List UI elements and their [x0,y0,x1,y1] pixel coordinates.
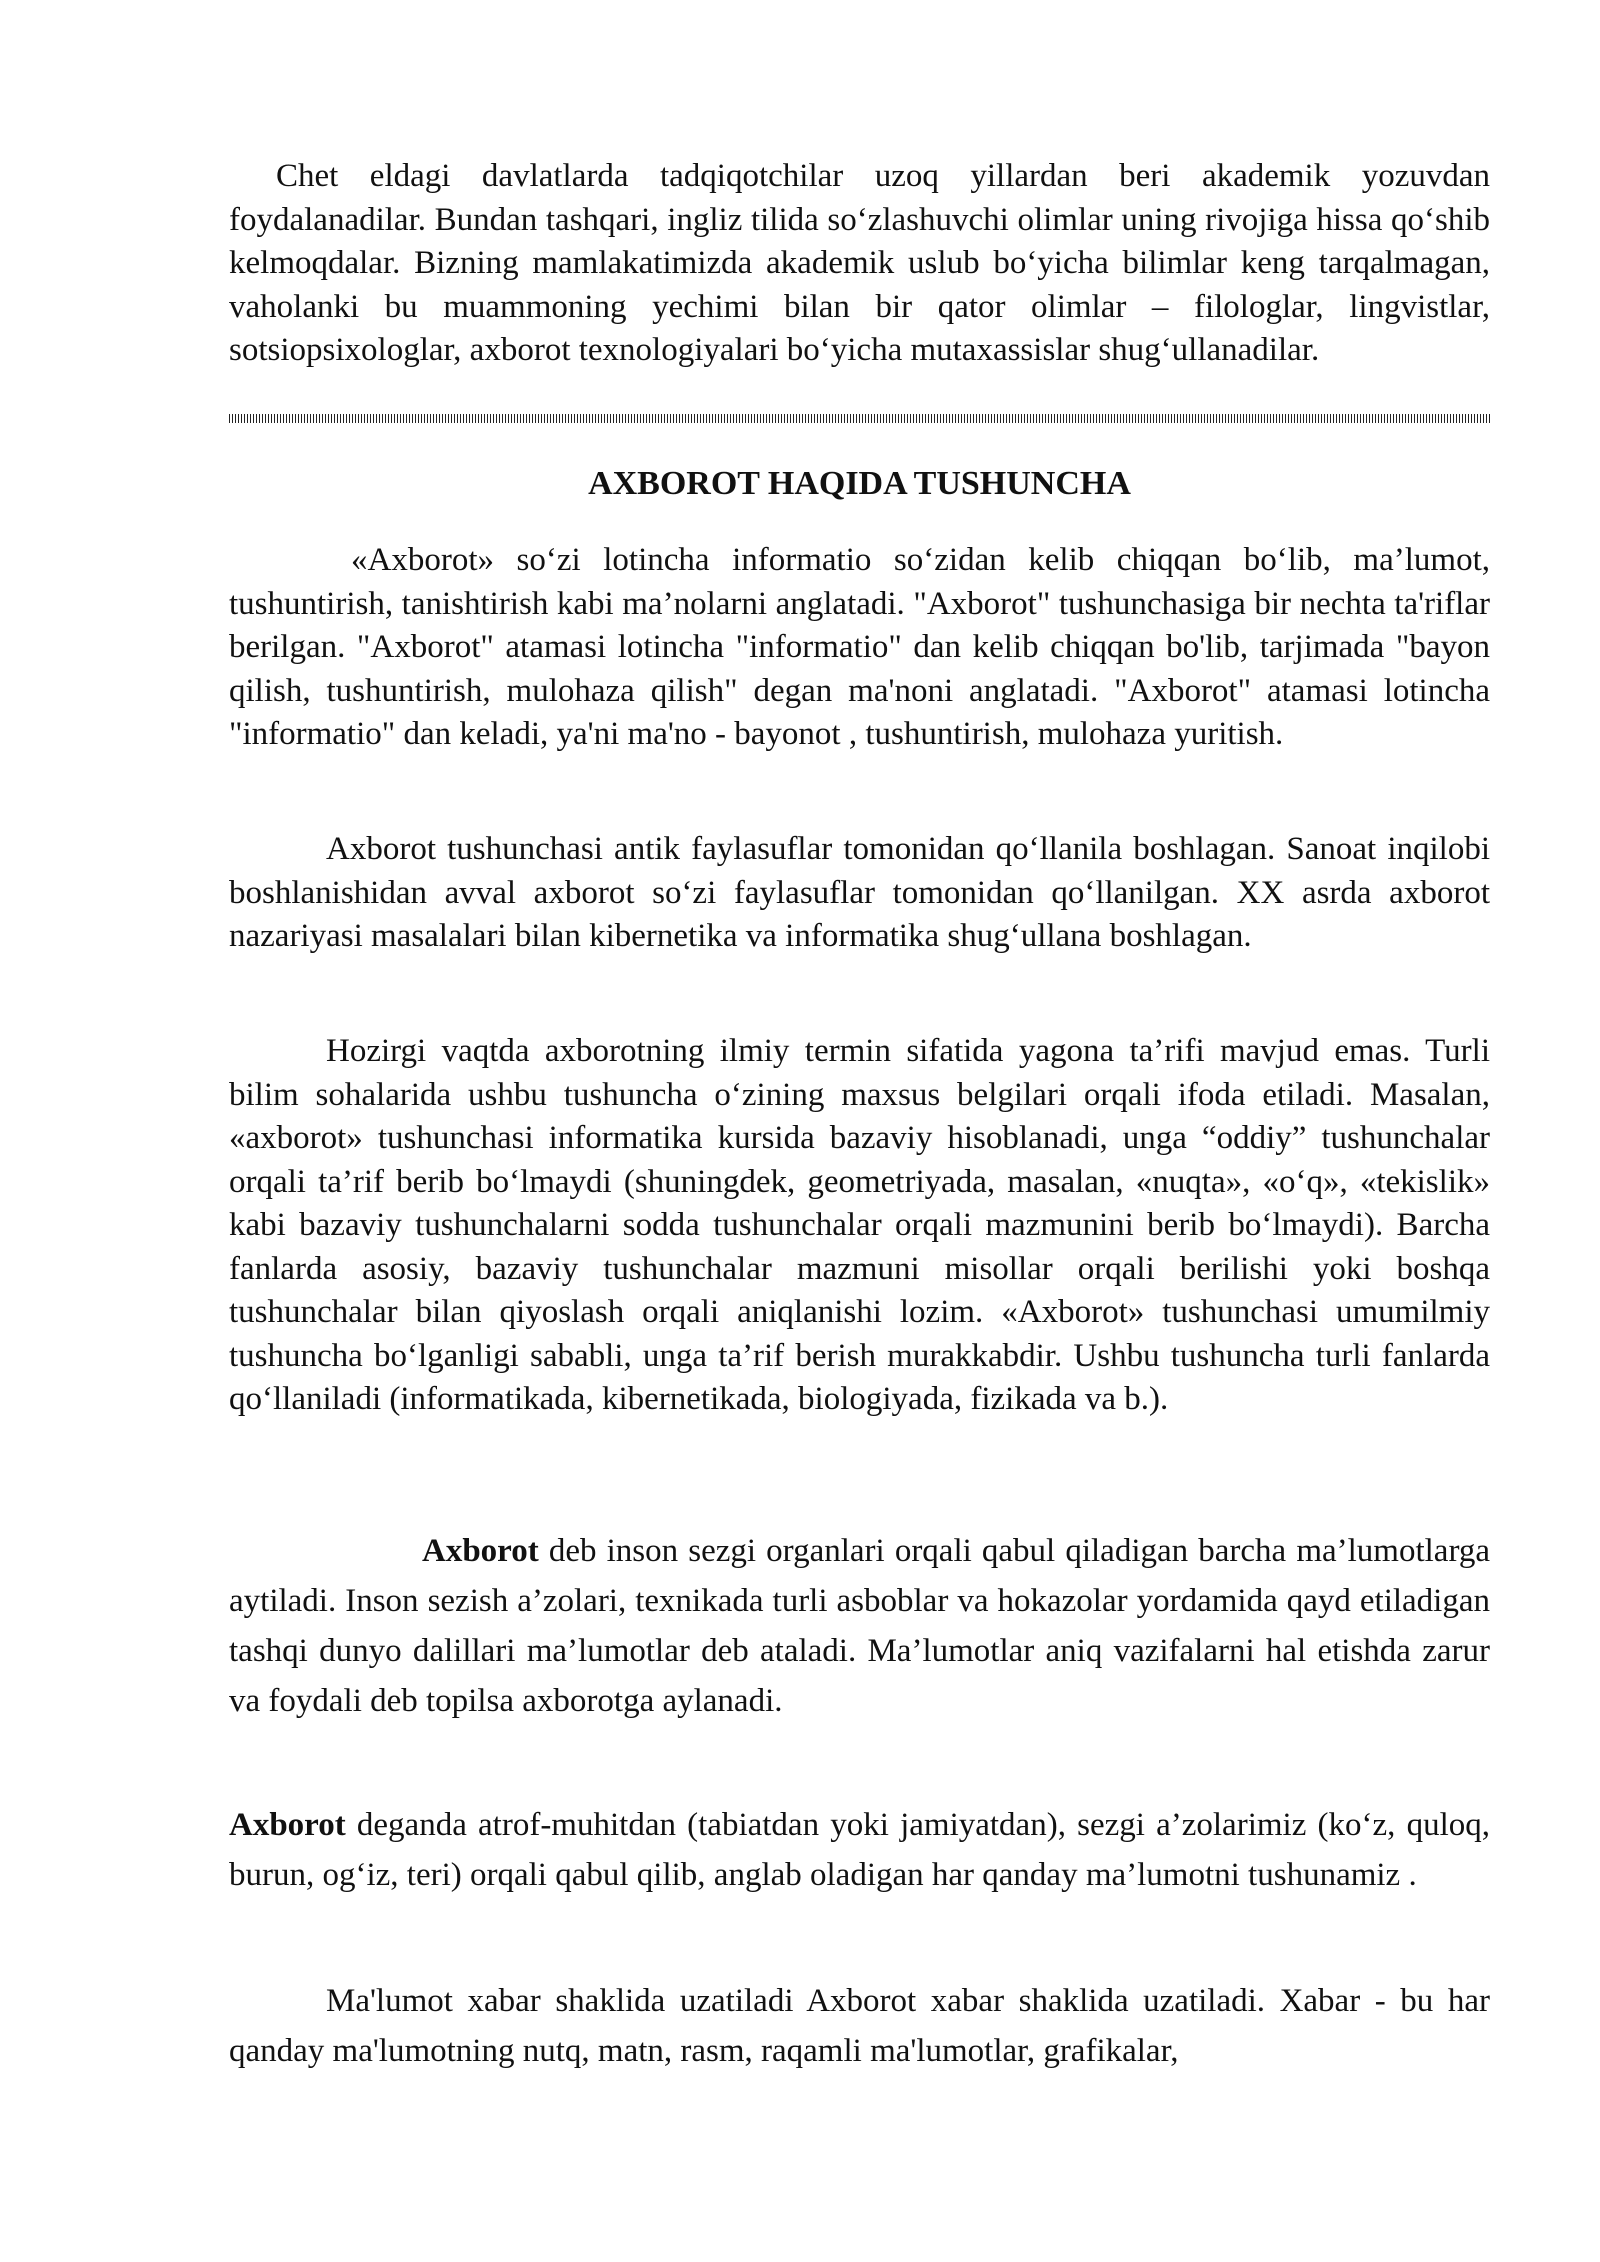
paragraph-text: «Axborot» so‘zi lotincha informatio so‘zidan kelib chiqqan bo‘lib, ma’lumot, tushuntirish, tanishtirish kabi ma’nolarni anglatadi. "Axborot" tushunchasiga bir nechta ta'riflar berilgan. "Axborot" atamasi lotincha "informatio" dan kelib chiqqan bo'lib, tarjimada "bayon qilish, tushuntirish, mulohaza qilish" degan ma'noni anglatadi. "Axborot" atamasi lotincha "informatio" dan keladi, ya'ni ma'no - bayonot , tushuntirish, mulohaza yuritish. [229,542,1490,752]
axborot-meaning-paragraph [229,1800,1490,1900]
bold-term: Axborot [422,1533,539,1569]
intro-paragraph [229,155,1490,373]
message-paragraph [229,1976,1490,2076]
section-heading: AXBOROT HAQIDA TUSHUNCHA [588,465,1131,502]
paragraph-text: Hozirgi vaqtda axborotning ilmiy termin sifatida yagona ta’rifi mavjud emas. Turli bilim sohalarida ushbu tushuncha o‘zining maxsus belgilari orqali ifoda etiladi. Masalan, «axborot» tushunchasi informatika kursida bazaviy hisoblanadi, unga “oddiy” tushunchalar orqali ta’rif berib bo‘lmaydi (shuningdek, geometriyada, masalan, «nuqta», «o‘q», «tekislik» kabi bazaviy tushunchalarni sodda tushunchalar orqali mazmunini berib bo‘lmaydi). Barcha fanlarda asosiy, bazaviy tushunchalar mazmuni misollar orqali berilishi yoki boshqa tushunchalar bilan qiyoslash orqali aniqlanishi lozim. «Axborot» tushunchasi umumilmiy tushuncha bo‘lganligi sababli, unga ta’rif berish murakkabdir. Ushbu tushuncha turli fanlarda qo‘llaniladi (informatikada, kibernetikada, biologiyada, fizikada va b.). [229,1033,1490,1417]
paragraph-text [229,1800,1490,1900]
definition-paragraph [229,539,1490,757]
paragraph-text: Axborot tushunchasi antik faylasuflar tomonidan qo‘llanila boshlagan. Sanoat inqilobi boshlanishidan avval axborot so‘zi faylasuflar tomonidan qo‘llanilgan. XX asrda axborot nazariyasi masalalari bilan kibernetika va informatika shug‘ullana boshlagan. [229,831,1490,954]
paragraph-rest: deb inson sezgi organlari orqali qabul qiladigan barcha ma’lumotlarga aytiladi. Inson sezish a’zolari, texnikada turli asboblar va hokazolar yordamida qayd etiladigan tashqi dunyo dalillari ma’lumotlar deb ataladi. Ma’lumotlar aniq vazifalarni hal etishda zarur va foydali deb topilsa axborotga aylanadi. [229,1533,1490,1719]
bold-term: Axborot [229,1807,346,1843]
paragraph-rest: deganda atrof-muhitdan (tabiatdan yoki jamiyatdan), sezgi a’zolarimiz (ko‘z, quloq, burun, og‘iz, teri) orqali qabul qilib, anglab oladigan har qanday ma’lumotni tushunamiz . [229,1807,1490,1893]
paragraph-text: Ma'lumot xabar shaklida uzatiladi Axborot xabar shaklida uzatiladi. Xabar - bu har qanday ma'lumotning nutq, matn, rasm, raqamli ma'lumotlar, grafikalar, [229,1983,1490,2069]
paragraph-text: Chet eldagi davlatlarda tadqiqotchilar uzoq yillardan beri akademik yozuvdan foydalanadilar. Bundan tashqari, ingliz tilida so‘zlashuvchi olimlar uning rivojiga hissa qo‘shib kelmoqdalar. Bizning mamlakatimizda akademik uslub bo‘yicha bilimlar keng tarqalmagan, vaholanki bu muammoning yechimi bilan bir qator olimlar – filologlar, lingvistlar, sotsiopsixologlar, axborot texnologiyalari bo‘yicha mutaxassislar shug‘ullanadilar. [229,158,1490,368]
current-definition-paragraph [229,1030,1490,1422]
axborot-definition-paragraph [229,1526,1490,1726]
paragraph-text [229,1526,1490,1726]
history-paragraph [229,828,1490,959]
section-divider [229,414,1490,423]
